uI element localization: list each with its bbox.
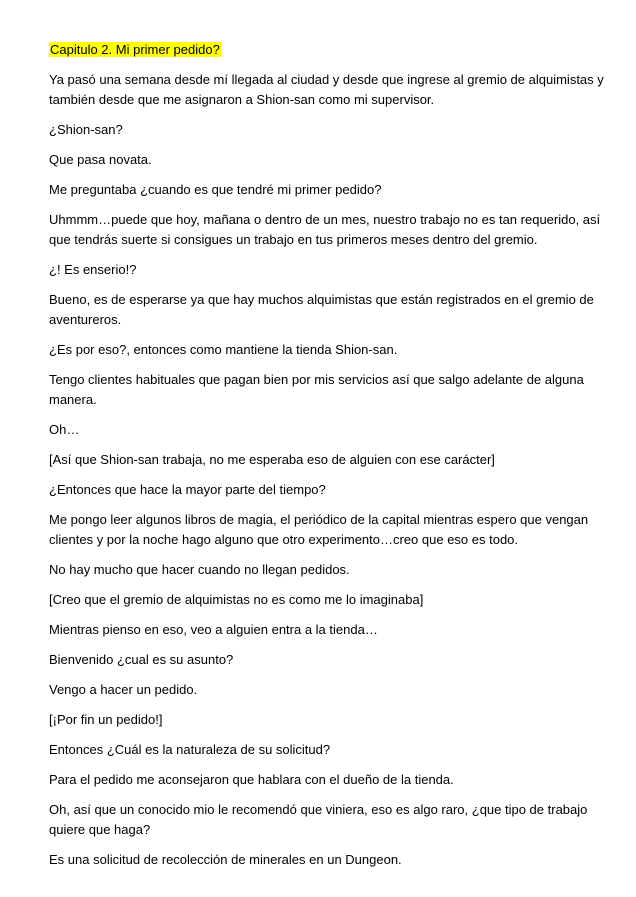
paragraph: [Creo que el gremio de alquimistas no es como me lo imaginaba] [49, 592, 424, 607]
paragraph: Vengo a hacer un pedido. [49, 682, 198, 697]
paragraph: ¿Shion-san? [49, 122, 123, 137]
paragraph: ¿Es por eso?, entonces como mantiene la tienda Shion-san. [49, 342, 398, 357]
paragraph: Entonces ¿Cuál es la naturaleza de su solicitud? [49, 742, 331, 757]
paragraph: [Así que Shion-san trabaja, no me esperaba eso de alguien con ese carácter] [49, 452, 495, 467]
paragraph: Ya pasó una semana desde mí llegada al ciudad y desde que ingrese al gremio de alquimistas y también desde que me asignaron a Shion-san como mi supervisor. [49, 72, 604, 107]
paragraph: Oh, así que un conocido mio le recomendó que viniera, eso es algo raro, ¿que tipo de trabajo quiere que haga? [49, 802, 588, 837]
paragraph: Bienvenido ¿cual es su asunto? [49, 652, 234, 667]
paragraph: Tengo clientes habituales que pagan bien por mis servicios así que salgo adelante de alguna manera. [49, 372, 584, 407]
paragraph: No hay mucho que hacer cuando no llegan pedidos. [49, 562, 350, 577]
chapter-title-text: Capitulo 2. Mi primer pedido? [50, 42, 220, 57]
paragraph: [¡Por fin un pedido!] [49, 712, 163, 727]
paragraph: Uhmmm…puede que hoy, mañana o dentro de un mes, nuestro trabajo no es tan requerido, así que tendrás suerte si consigues un trabajo en tus primeros meses dentro del gremio. [49, 212, 601, 247]
paragraph: ¿! Es enserio!? [49, 262, 137, 277]
paragraph: Oh… [49, 422, 80, 437]
paragraph: Es una solicitud de recolección de minerales en un Dungeon. [49, 852, 402, 867]
document-body [49, 40, 609, 880]
paragraph: Mientras pienso en eso, veo a alguien entra a la tienda… [49, 622, 378, 637]
paragraph: Que pasa novata. [49, 152, 152, 167]
paragraph: Me pongo leer algunos libros de magia, el periódico de la capital mientras espero que vengan clientes y por la noche hago alguno que otro experimento…creo que eso es todo. [49, 512, 589, 547]
chapter-title [49, 40, 609, 60]
paragraph: Me preguntaba ¿cuando es que tendré mi primer pedido? [49, 182, 382, 197]
paragraph: ¿Entonces que hace la mayor parte del tiempo? [49, 482, 326, 497]
paragraph: Para el pedido me aconsejaron que hablara con el dueño de la tienda. [49, 772, 454, 787]
paragraph: Bueno, es de esperarse ya que hay muchos alquimistas que están registrados en el gremio de aventureros. [49, 292, 594, 327]
